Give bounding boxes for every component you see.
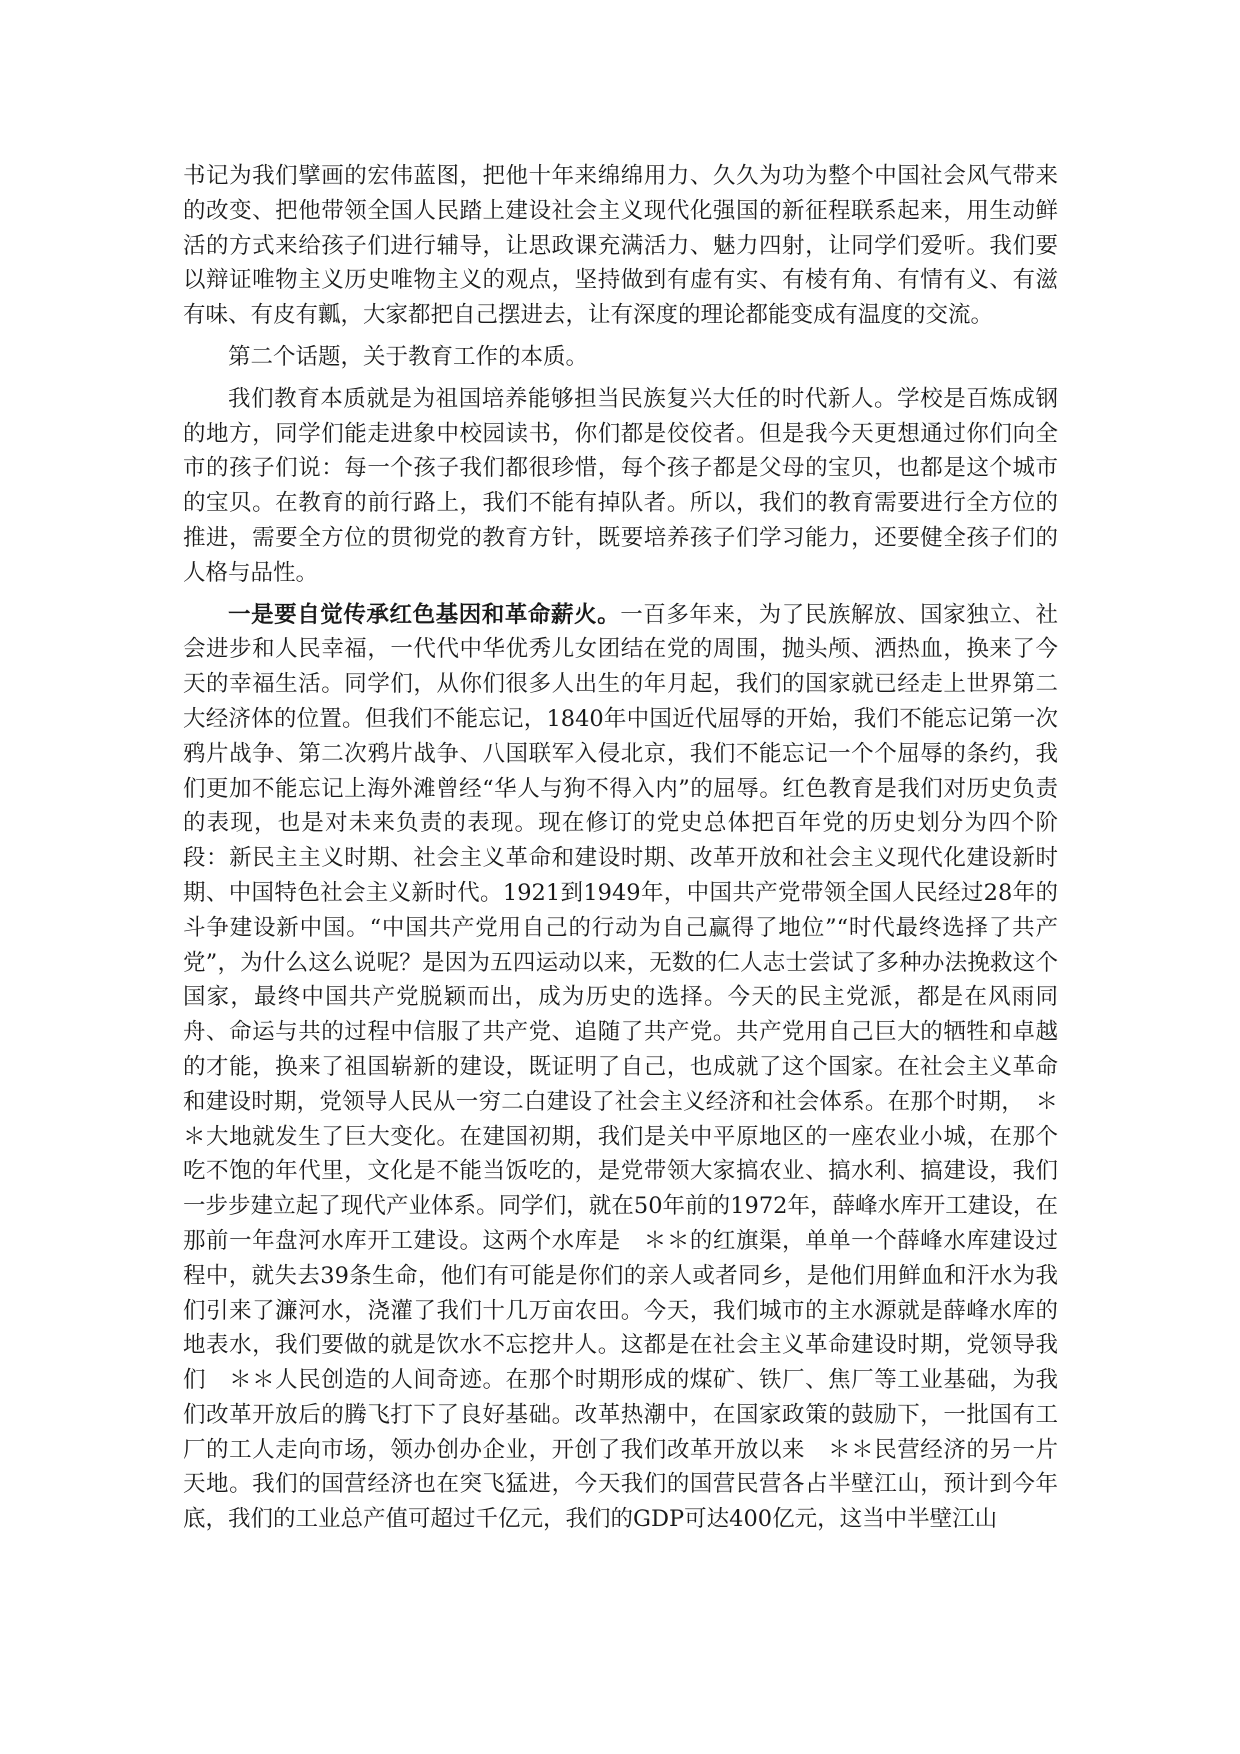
paragraph-lead-heading: 一是要自觉传承红色基因和革命薪火。 (228, 601, 621, 628)
paragraph-ideology-lesson: 书记为我们擘画的宏伟蓝图，把他十年来绵绵用力、久久为功为整个中国社会风气带来的改变、把他带领全国人民踏上建设社会主义现代化强国的新征程联系起来，用生动鲜活的方式来给孩子们进行辅导，让思政课充满活力、魅力四射，让同学们爱听。我们要以辩证唯物主义历史唯物主义的观点，坚持做到有虚有实、有棱有角、有情有义、有滋有味、有皮有瓤，大家都把自己摆进去，让有深度的理论都能变成有温度的交流。 (183, 163, 1058, 329)
paragraph-topic-two-heading: 第二个话题，关于教育工作的本质。 (228, 343, 589, 370)
paragraph-red-gene (183, 598, 1058, 1538)
paragraph-education-essence: 我们教育本质就是为祖国培养能够担当民族复兴大任的时代新人。学校是百炼成钢的地方，同学们能走进象中校园读书，你们都是佼佼者。但是我今天更想通过你们向全市的孩子们说：每一个孩子我们都很珍惜，每个孩子都是父母的宝贝，也都是这个城市的宝贝。在教育的前行路上，我们不能有掉队者。所以，我们的教育需要进行全方位的推进，需要全方位的贯彻党的教育方针，既要培养孩子们学习能力，还要健全孩子们的人格与品性。 (183, 385, 1058, 586)
document-page (183, 159, 1058, 1537)
paragraph-body-text: 一百多年来，为了民族解放、国家独立、社会进步和人民幸福，一代代中华优秀儿女团结在党的周围，抛头颅、洒热血，换来了今天的幸福生活。同学们，从你们很多人出生的年月起，我们的国家就已经走上世界第二大经济体的位置。但我们不能忘记，1840年中国近代屈辱的开始，我们不能忘记第一次鸦片战争、第二次鸦片战争、八国联军入侵北京，我们不能忘记一个个屈辱的条约，我们更加不能忘记上海外滩曾经“华人与狗不得入内”的屈辱。红色教育是我们对历史负责的表现，也是对未来负责的表现。现在修订的党史总体把百年党的历史划分为四个阶段：新民主主义时期、社会主义革命和建设时期、改革开放和社会主义现代化建设新时期、中国特色社会主义新时代。1921到1949年，中国共产党带领全国人民经过28年的斗争建设新中国。“中国共产党用自己的行动为自己赢得了地位”“时代最终选择了共产党”，为什么这么说呢？是因为五四运动以来，无数的仁人志士尝试了多种办法挽救这个国家，最终中国共产党脱颖而出，成为历史的选择。今天的民主党派，都是在风雨同舟、命运与共的过程中信服了共产党、追随了共产党。共产党用自己巨大的牺牲和卓越的才能，换来了祖国崭新的建设，既证明了自己，也成就了这个国家。在社会主义革命和建设时期，党领导人民从一穷二白建设了社会主义经济和社会体系。在那个时期， ＊＊大地就发生了巨大变化。在建国初期，我们是关中平原地区的一座农业小城，在那个吃不饱的年代里，文化是不能当饭吃的，是党带领大家搞农业、搞水利、搞建设，我们一步步建立起了现代产业体系。同学们，就在50年前的1972年，薛峰水库开工建设，在那前一年盘河水库开工建设。这两个水库是 ＊＊的红旗渠，单单一个薛峰水库建设过程中，就失去39条生命，他们有可能是你们的亲人或者同乡，是他们用鲜血和汗水为我们引来了濂河水，浇灌了我们十几万亩农田。今天，我们城市的主水源就是薛峰水库的地表水，我们要做的就是饮水不忘挖井人。这都是在社会主义革命建设时期，党领导我们 ＊＊人民创造的人间奇迹。在那个时期形成的煤矿、铁厂、焦厂等工业基础，为我们改革开放后的腾飞打下了良好基础。改革热潮中，在国家政策的鼓励下，一批国有工厂的工人走向市场，领办创办企业，开创了我们改革开放以来 ＊＊民营经济的另一片天地。我们的国营经济也在突飞猛进，今天我们的国营民营各占半壁江山，预计到今年底，我们的工业总产值可超过千亿元，我们的GDP可达400亿元，这当中半壁江山 (183, 601, 1058, 1533)
